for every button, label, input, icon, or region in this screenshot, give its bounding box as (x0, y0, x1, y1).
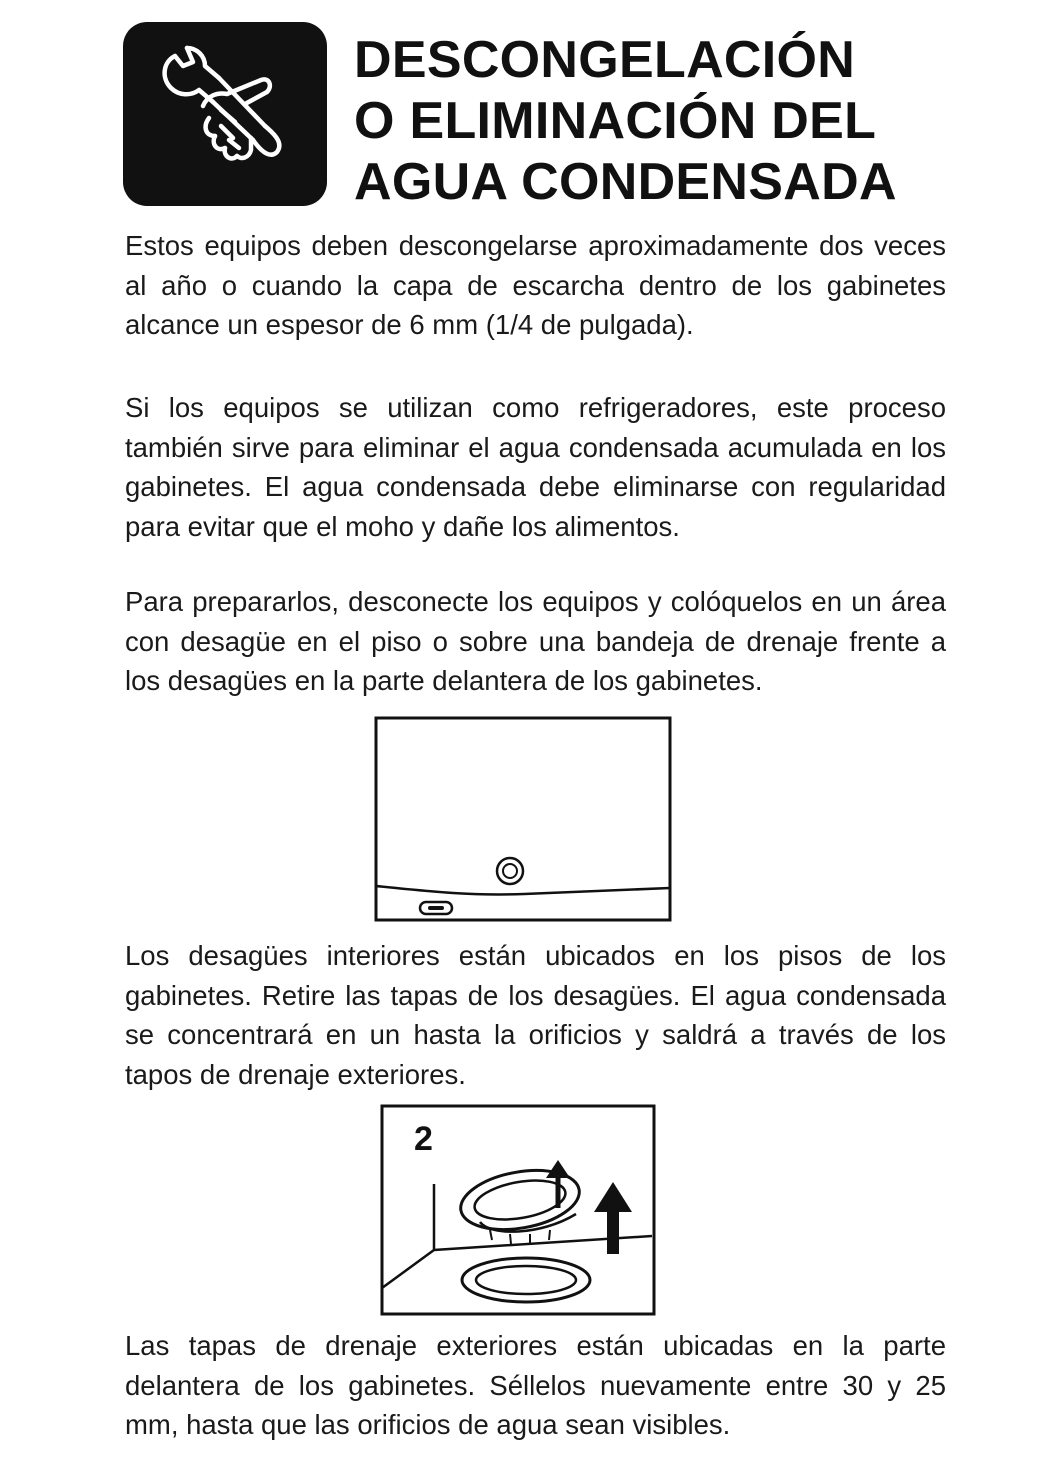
title-line: AGUA CONDENSADA (354, 153, 897, 211)
title-line: O ELIMINACIÓN DEL (354, 92, 877, 150)
cabinet-drain-illustration (374, 716, 674, 924)
page-title (354, 30, 1034, 213)
step-number: 2 (414, 1120, 433, 1158)
wrench-hand-icon (123, 22, 327, 206)
paragraph-condensed-water: Si los equipos se utilizan como refrigeradores, este proceso también sirve para eliminar el agua condensada acumulada en los gabinetes. El agua condensada debe eliminarse con regularidad para evitar que el moho y dañe los alimentos. (125, 392, 946, 542)
title-line: DESCONGELACIÓN (354, 31, 856, 89)
drain-cap-removal-illustration (380, 1104, 658, 1318)
paragraph-interior-drains: Los desagües interiores están ubicados en los pisos de los gabinetes. Retire las tapas de los desagües. El agua condensada se concentrará en un hasta la orificios y saldrá a través de los tapos de drenaje exteriores. (125, 940, 946, 1090)
paragraph-defrost-frequency: Estos equipos deben descongelarse aproximadamente dos veces al año o cuando la capa de escarcha dentro de los gabinetes alcance un espesor de 6 mm (1/4 de pulgada). (125, 230, 946, 340)
paragraph-exterior-caps: Las tapas de drenaje exteriores están ubicadas en la parte delantera de los gabinetes. Séllelos nuevamente entre 30 y 25 mm, hasta que las orificios de agua sean visibles. (125, 1330, 946, 1440)
paragraph-preparation: Para prepararlos, desconecte los equipos y colóquelos en un área con desagüe en el piso o sobre una bandeja de drenaje frente a los desagües en la parte delantera de los gabinetes. (125, 586, 946, 696)
